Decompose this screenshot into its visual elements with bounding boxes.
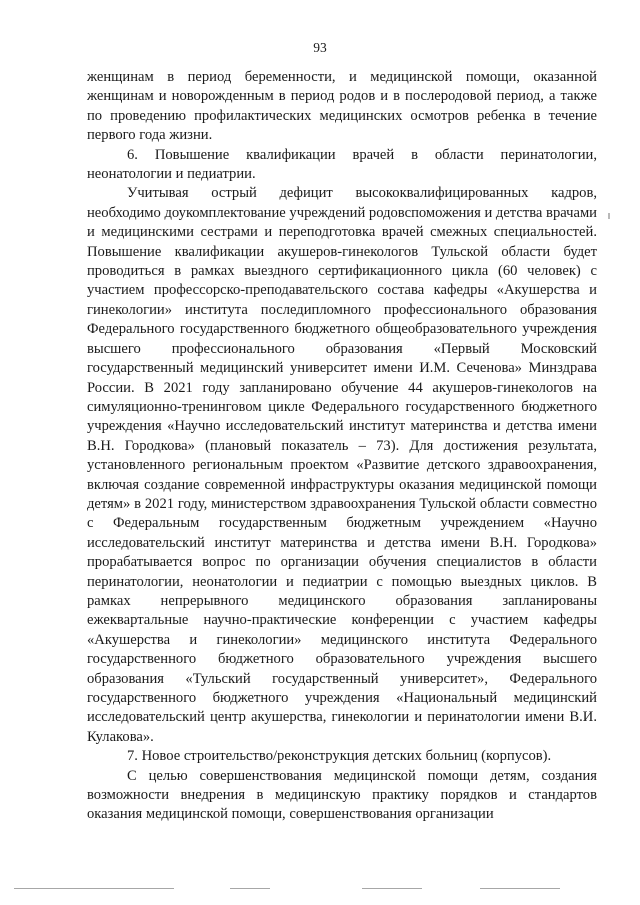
scan-artifact-bottom-2 xyxy=(230,888,270,889)
paragraph-item-7-heading: 7. Новое строительство/реконструкция детских больниц (корпусов). xyxy=(127,748,552,765)
paragraph-qualification-details: Учитывая острый дефицит высококвалифицированных кадров, необходимо доукомплектование учреждений родовспоможения и детства врачами и медицинскими сестрами и переподготовка врачей смежных специальностей. Повышение квалификации акушеров-гинекологов Тульской области будет проводиться в рамках выездного сертификационного цикла (60 человек) с участием профессорско-преподавательского состава кафедры «Акушерства и гинекологии» института последипломного профессионального образования Федерального государственного бюджетного общеобразовательного учреждения высшего профессионального образования «Первый Московский государственный медицинский университет имени И.М. Сеченова» Минздрава России. В 2021 году запланировано обучение 44 акушеров-гинекологов на симуляционно-тренинговом цикле Федерального государственного бюджетного учреждения «Научно исследовательский институт материнства и детства имени В.Н. Городкова» (плановый показатель – 73). Для достижения результата, установленного региональным проектом «Развитие детского здравоохранения, включая создание современной инфраструктуры оказания медицинской помощи детям» в 2021 году, министерством здравоохранения Тульской области совместно с Федеральным государственным бюджетным учреждением «Научно исследовательский институт материнства и детства имени В.Н. Городкова» прорабатывается вопрос по организации обучения специалистов в области перинатологии, неонатологии и педиатрии с помощью выездных циклов. В рамках непрерывного медицинского образования запланированы ежеквартальные научно-практические конференции с участием кафедры «Акушерства и гинекологии» медицинского института Федерального государственного бюджетного образовательного учреждения высшего образования «Тульский государственный университет», Федерального государственного бюджетного учреждения «Национальный медицинский исследовательский центр акушерства, гинекологии и перинатологии имени В.И. Кулакова». xyxy=(87,185,597,745)
page-number: 93 xyxy=(313,40,327,55)
scan-artifact-bottom-3 xyxy=(362,888,422,889)
scan-artifact-bottom-4 xyxy=(480,888,560,889)
paragraph-intro-continuation: женщинам в период беременности, и медицинской помощи, оказанной женщинам и новорожденным в период родов и в послеродовой период, а также по проведению профилактических медицинских осмотров ребенка в течение первого года жизни. xyxy=(87,69,597,144)
scan-artifact-margin xyxy=(608,213,610,219)
paragraph-hospital-construction: С целью совершенствования медицинской помощи детям, создания возможности внедрения в медицинскую практику порядков и стандартов оказания медицинской помощи, совершенствования организации xyxy=(87,767,597,823)
paragraph-item-6-heading: 6. Повышение квалификации врачей в области перинатологии, неонатологии и педиатрии. xyxy=(87,146,597,183)
body-text xyxy=(87,68,597,825)
scan-artifact-bottom-1 xyxy=(14,888,174,889)
